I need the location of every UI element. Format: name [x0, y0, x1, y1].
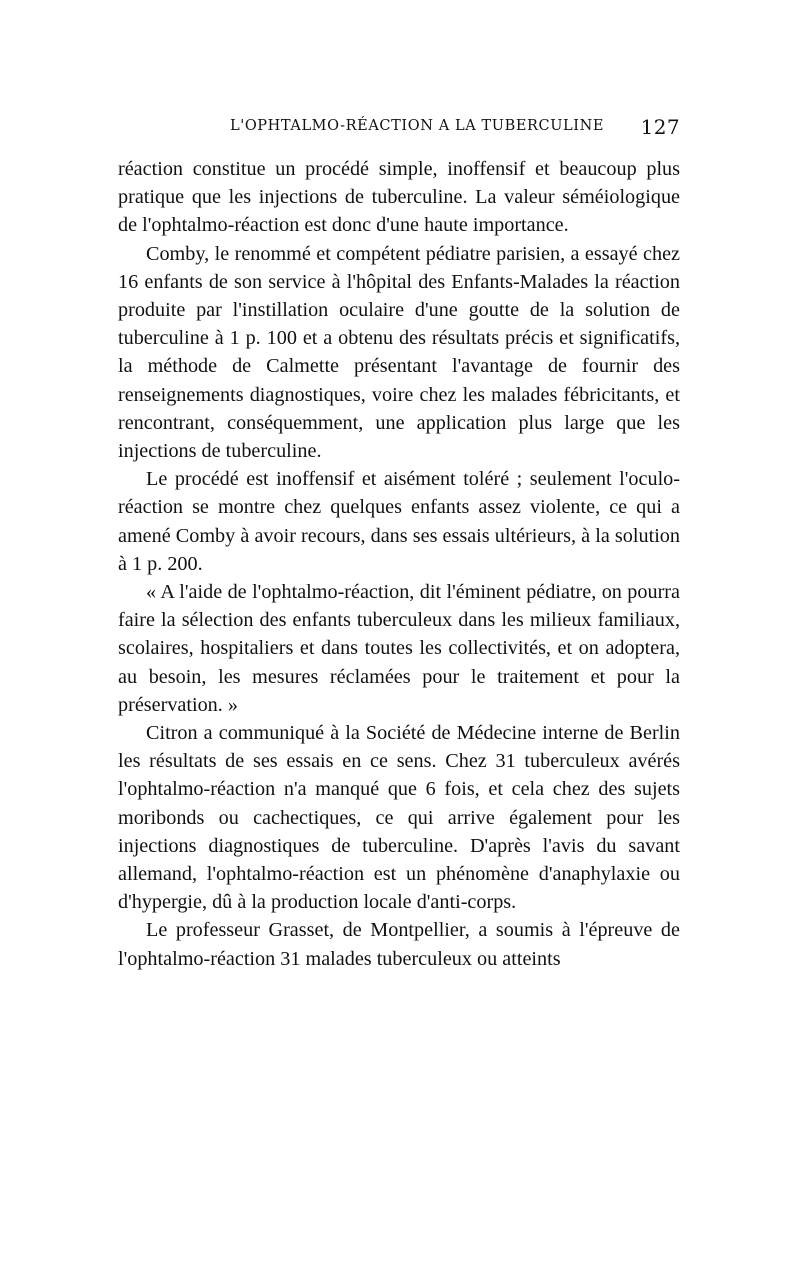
running-header	[118, 112, 680, 146]
page-number: 127	[640, 115, 680, 139]
paragraph: Comby, le renommé et compétent pédiatre parisien, a essayé chez 16 enfants de son service à l'hôpital des Enfants-Malades la réaction produite par l'instillation oculaire d'une goutte de la solution de tuberculine à 1 p. 100 et a obtenu des résultats précis et significatifs, la méthode de Calmette présentant l'avantage de fournir des renseignements diagnostiques, voire chez les malades fébricitants, et rencontrant, conséquemment, une application plus large que les injections de tuberculine.	[118, 242, 680, 463]
paragraph: Citron a communiqué à la Société de Médecine interne de Berlin les résultats de ses essais en ce sens. Chez 31 tuberculeux avérés l'ophtalmo-réaction n'a manqué que 6 fois, et cela chez des sujets moribonds ou cachectiques, ce qui arrive également pour les injections diagnostiques de tuberculine. D'après l'avis du savant allemand, l'ophtalmo-réaction est un phénomène d'anaphylaxie ou d'hypergie, dû à la production locale d'anti-corps.	[118, 722, 680, 914]
paragraph: « A l'aide de l'ophtalmo-réaction, dit l'éminent pédiatre, on pourra faire la sélection des enfants tuberculeux dans les milieux familiaux, scolaires, hospitaliers et dans toutes les collectivités, et on adoptera, au besoin, les mesures réclamées pour le traitement et pour la préservation. »	[118, 581, 680, 716]
book-page	[118, 112, 680, 973]
running-title: L'OPHTALMO-RÉACTION A LA TUBERCULINE	[230, 118, 605, 134]
paragraph: Le procédé est inoffensif et aisément toléré ; seulement l'oculo-réaction se montre chez quelques enfants assez violente, ce qui a amené Comby à avoir recours, dans ses essais ultérieurs, à la solution à 1 p. 200.	[118, 468, 680, 575]
body-text	[118, 155, 680, 973]
paragraph: réaction constitue un procédé simple, inoffensif et beaucoup plus pratique que les injections de tuberculine. La valeur séméiologique de l'ophtalmo-réaction est donc d'une haute importance.	[118, 158, 680, 237]
paragraph: Le professeur Grasset, de Montpellier, a soumis à l'épreuve de l'ophtalmo-réaction 31 malades tuberculeux ou atteints	[118, 919, 680, 970]
